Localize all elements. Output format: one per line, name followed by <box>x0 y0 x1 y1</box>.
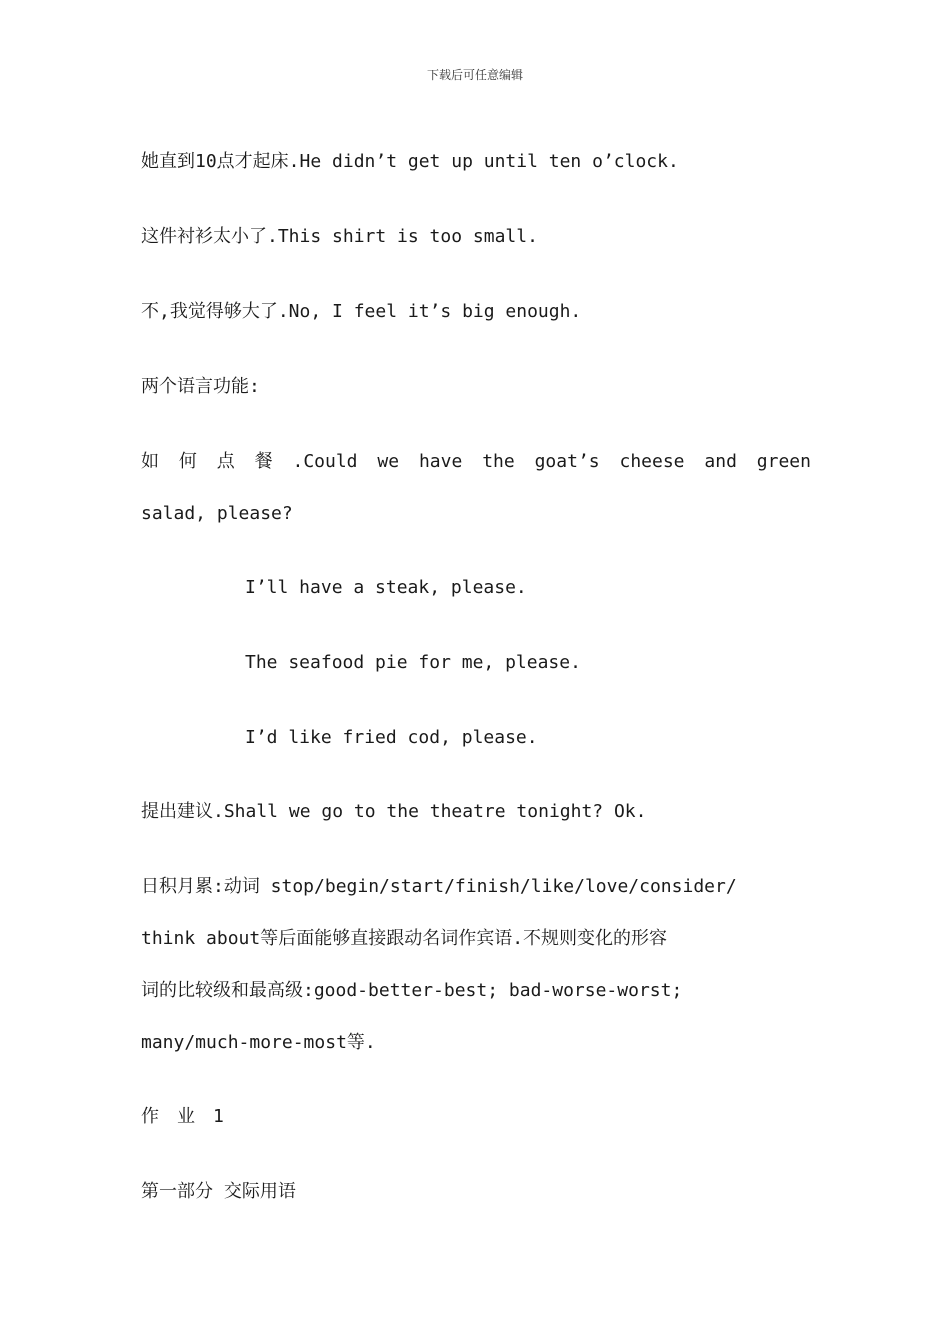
page-header: 下载后可任意编辑 <box>426 68 523 82</box>
example-line: I’ll have a steak, please. <box>245 577 527 598</box>
word: 何 <box>178 451 197 472</box>
part-heading: 第一部分 交际用语 <box>141 1181 296 1202</box>
paragraph-line: 词的比较级和最高级:good-better-best; bad-worse-worst; <box>141 980 683 1001</box>
paragraph-line: 日积月累:动词 stop/begin/start/finish/like/love/consider/ <box>141 876 737 897</box>
justified-line <box>141 450 811 474</box>
word: 餐 <box>254 451 273 472</box>
word: cheese <box>619 451 685 472</box>
sentence-line: 这件衬衫太小了.This shirt is too small. <box>141 226 538 247</box>
sentence-line: 不,我觉得够大了.No, I feel it’s big enough. <box>141 301 582 322</box>
word: have <box>418 451 463 472</box>
sentence-line: salad, please? <box>141 503 293 524</box>
homework-heading: 作 业 1 <box>141 1106 224 1127</box>
word: and <box>704 451 737 472</box>
word: we <box>377 451 400 472</box>
paragraph-line: think about等后面能够直接跟动名词作宾语.不规则变化的形容 <box>141 928 668 949</box>
example-line: The seafood pie for me, please. <box>245 652 581 673</box>
sentence-line: 她直到10点才起床.He didn’t get up until ten o’clock. <box>141 151 679 172</box>
sentence-line: 提出建议.Shall we go to the theatre tonight? Ok. <box>141 801 647 822</box>
example-line: I’d like fried cod, please. <box>245 727 538 748</box>
word: the <box>482 451 515 472</box>
section-heading: 两个语言功能: <box>141 376 260 397</box>
word: goat’s <box>534 451 600 472</box>
word: 如 <box>141 451 159 472</box>
word: green <box>756 451 811 472</box>
word: 点 <box>216 451 235 472</box>
paragraph-line: many/much-more-most等. <box>141 1032 376 1053</box>
word: .Could <box>292 451 358 472</box>
